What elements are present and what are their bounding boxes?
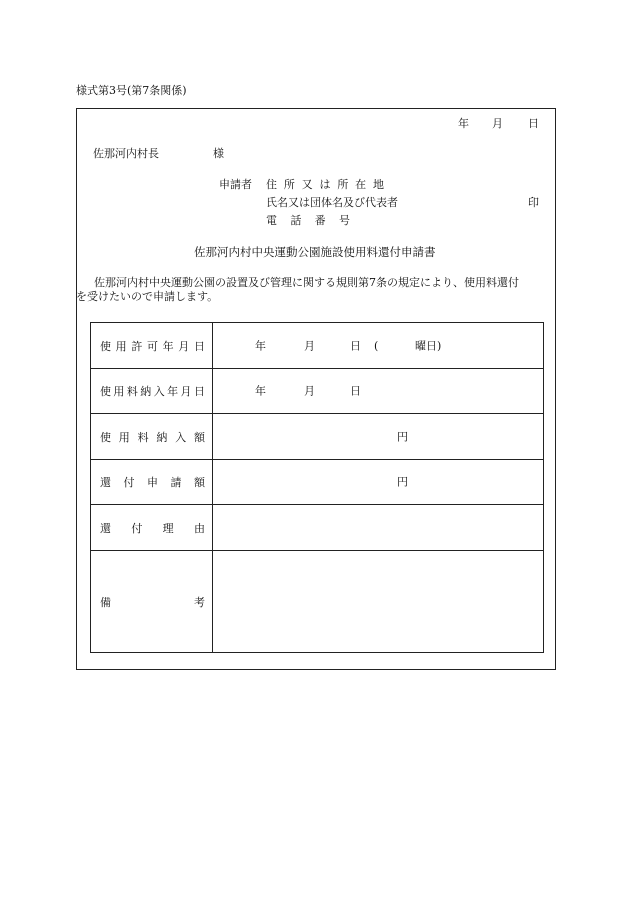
label-char: 還: [100, 476, 111, 489]
month-unit: 月: [304, 339, 315, 352]
label-char: 用: [118, 430, 130, 444]
refund-reason-field[interactable]: [213, 505, 544, 551]
applicant-address-label: [266, 179, 384, 190]
document-title: 佐那河内村中央運動公園施設使用料還付申請書: [194, 245, 436, 259]
label-char: 年: [162, 339, 174, 353]
label-char: 由: [193, 521, 205, 535]
label-char: 入: [175, 430, 187, 444]
label-char: 納: [140, 385, 152, 398]
address-char: 住: [266, 178, 277, 191]
phone-char: 話: [290, 214, 302, 227]
addressee-name: 佐那河内村長: [93, 147, 159, 160]
address-char: 所: [283, 178, 295, 191]
label-char: 考: [194, 595, 205, 609]
year-unit: 年: [255, 339, 266, 352]
seal-mark: 印: [528, 196, 539, 209]
phone-char: 号: [338, 214, 350, 227]
label-cell: [91, 551, 213, 653]
body-line-2: を受けたいので申請します。: [76, 290, 219, 303]
date-month: 月: [492, 117, 503, 130]
table-row-refund-reason: [91, 505, 544, 551]
phone-char: 番: [314, 214, 326, 227]
permit-date-field[interactable]: [213, 323, 544, 369]
payment-date-field[interactable]: [213, 369, 544, 414]
label-char: 日: [193, 385, 205, 398]
label-char: 納: [156, 430, 168, 444]
label-char: 月: [178, 339, 190, 353]
address-char: 所: [337, 178, 349, 191]
address-char: は: [319, 178, 331, 191]
addressee-honorific: 様: [213, 147, 224, 160]
label-char: 用: [113, 385, 125, 398]
application-table: [90, 322, 544, 653]
table-row-payment-date: [91, 369, 544, 414]
label-char: 年: [167, 385, 179, 398]
address-char: 地: [372, 178, 384, 191]
label-char: 備: [100, 595, 111, 609]
label-char: 付: [123, 476, 135, 489]
paren-open: (: [374, 339, 379, 352]
label-char: 料: [126, 385, 138, 398]
year-unit: 年: [255, 384, 266, 398]
label-char: 許: [131, 339, 143, 353]
label-char: 申: [147, 476, 158, 489]
applicant-name-label: 氏名又は団体名及び代表者: [266, 196, 398, 209]
weekday-unit: 曜日): [415, 339, 442, 352]
table-row-permit-date: [91, 323, 544, 369]
label-char: 額: [194, 476, 205, 489]
table-row-refund-amount: [91, 460, 544, 505]
label-char: 使: [100, 339, 111, 353]
phone-char: 電: [266, 214, 277, 227]
label-char: 料: [137, 430, 149, 444]
label-char: 使: [100, 385, 111, 398]
applicant-label: 申請者: [219, 178, 252, 191]
form-number: 様式第3号(第7条関係): [76, 84, 187, 97]
label-char: 請: [170, 476, 182, 489]
label-char: 額: [193, 430, 205, 444]
body-line-1: 佐那河内村中央運動公園の設置及び管理に関する規則第7条の規定により、使用料還付: [94, 276, 519, 289]
table-row-payment-amount: [91, 414, 544, 460]
label-char: 理: [162, 521, 174, 535]
label-char: 可: [146, 339, 158, 353]
label-cell: [91, 460, 213, 505]
body-paragraph: [76, 276, 554, 304]
label-char: 付: [131, 521, 143, 535]
label-cell: [91, 369, 213, 414]
day-unit: 日: [350, 384, 361, 398]
address-char: 又: [301, 178, 313, 191]
applicant-phone-label: [266, 215, 350, 226]
payment-amount-field[interactable]: [213, 414, 544, 460]
label-char: 入: [153, 385, 165, 398]
day-unit: 日: [350, 339, 361, 352]
table-row-remarks: [91, 551, 544, 653]
address-char: 在: [355, 178, 367, 191]
yen-unit: 円: [397, 475, 408, 489]
label-cell: [91, 323, 213, 369]
label-cell: [91, 414, 213, 460]
label-cell: [91, 505, 213, 551]
month-unit: 月: [304, 384, 315, 398]
label-char: 日: [193, 339, 205, 353]
remarks-field[interactable]: [213, 551, 544, 653]
date-year: 年: [458, 117, 469, 130]
label-char: 使: [100, 430, 111, 444]
refund-amount-field[interactable]: [213, 460, 544, 505]
label-char: 用: [115, 339, 127, 353]
date-day: 日: [528, 117, 539, 130]
label-char: 還: [100, 521, 111, 535]
yen-unit: 円: [397, 430, 408, 443]
label-char: 月: [180, 385, 192, 398]
